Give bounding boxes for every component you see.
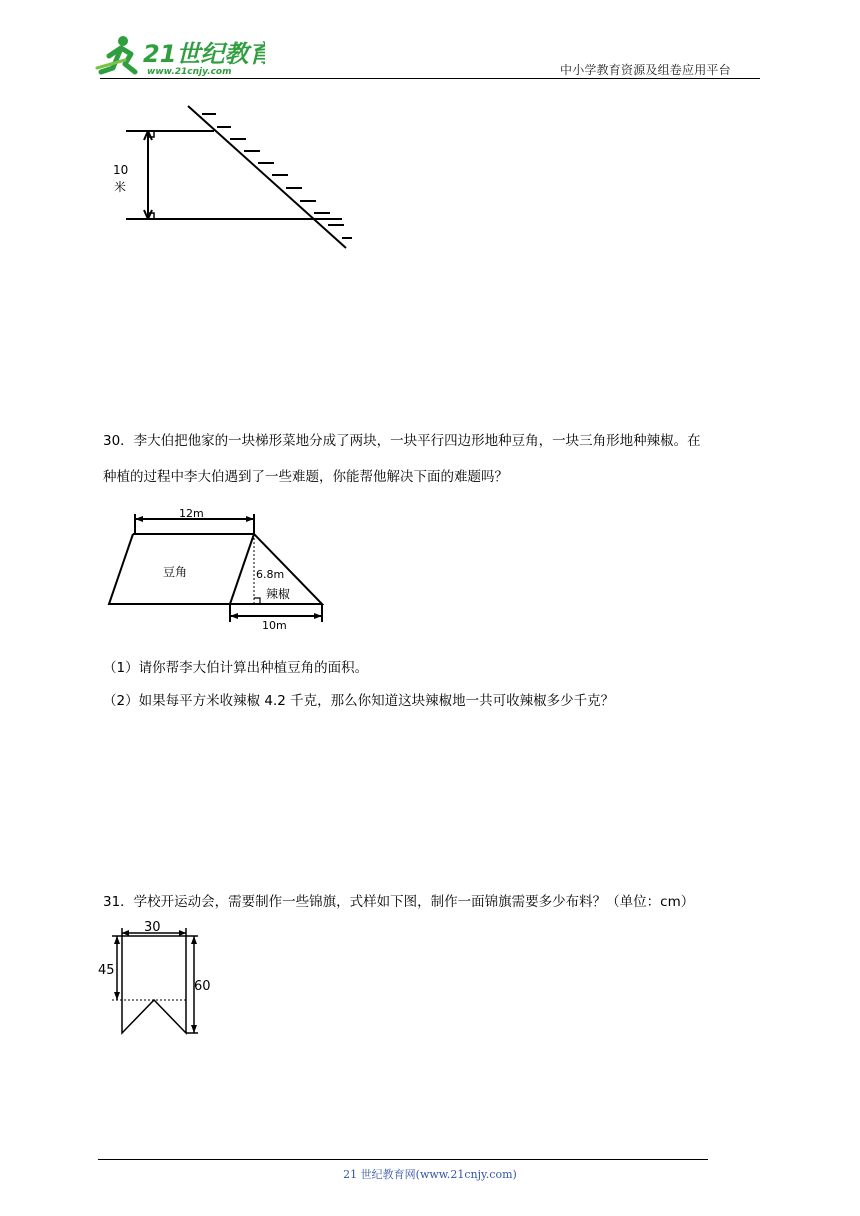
ladder-height-number: 10 — [113, 163, 129, 177]
banner-width-label: 30 — [144, 920, 161, 935]
banner-figure — [98, 918, 218, 1040]
banner-right-label: 60 — [194, 979, 211, 994]
field-top-label: 12m — [179, 507, 204, 520]
q30-subquestion-2: （2）如果每平方米收辣椒 4.2 千克，那么你知道这块辣椒地一共可收辣椒多少千克？ — [103, 693, 615, 709]
platform-title: 中小学教育资源及组卷应用平台 — [560, 63, 731, 77]
field-height-label: 6.8m — [256, 568, 285, 581]
logo-title: 21世纪教育 — [143, 40, 265, 68]
field-figure — [100, 506, 340, 640]
ladder-height-unit: 米 — [114, 180, 127, 194]
site-logo — [95, 34, 265, 78]
ladder-figure — [110, 100, 370, 264]
runner-icon — [97, 36, 135, 72]
q30-text-line2: 种植的过程中李大伯遇到了一些难题，你能帮他解决下面的难题吗？ — [103, 469, 508, 485]
footer-divider — [98, 1159, 708, 1160]
q31-text: 31．学校开运动会，需要制作一些锦旗，式样如下图，制作一面锦旗需要多少布料？（单位：cm） — [103, 894, 695, 910]
q30-subquestion-1: （1）请你帮李大伯计算出种植豆角的面积。 — [103, 660, 369, 676]
footer-text: 21 世纪教育网(www.21cnjy.com) — [343, 1168, 517, 1181]
field-right-region-label: 辣椒 — [266, 587, 291, 601]
logo-url: www.21cnjy.com — [147, 67, 232, 77]
q30-text-line1: 30．李大伯把他家的一块梯形菜地分成了两块，一块平行四边形地种豆角，一块三角形地种辣椒。在 — [103, 433, 701, 449]
field-bottom-label: 10m — [262, 619, 287, 632]
header-divider — [100, 78, 760, 79]
banner-left-label: 45 — [98, 963, 115, 978]
field-left-region-label: 豆角 — [163, 565, 188, 579]
